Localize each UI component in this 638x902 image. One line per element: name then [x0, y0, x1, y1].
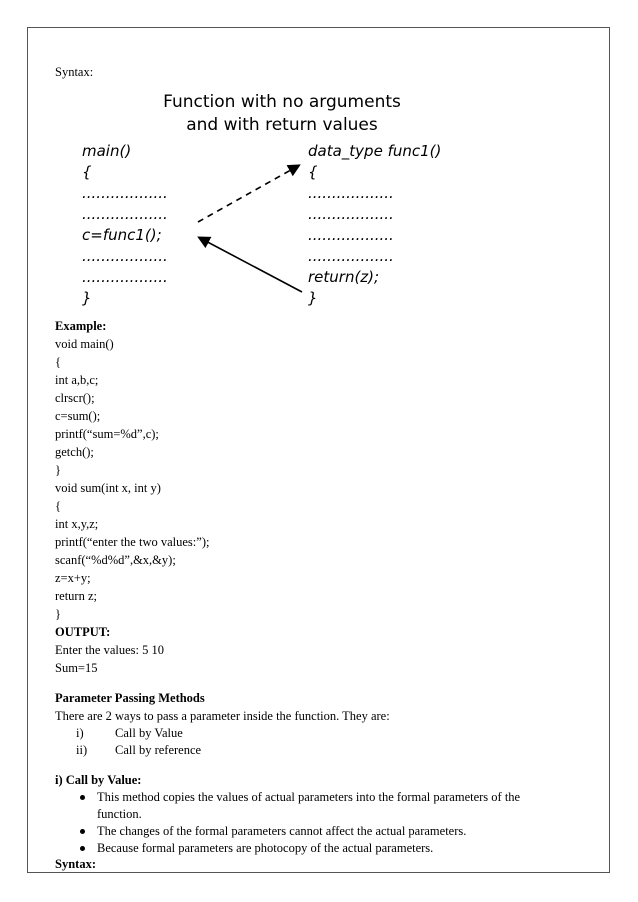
code-line: scanf(“%d%d”,&x,&y);	[55, 553, 176, 567]
code-line: printf(“enter the two values:”);	[55, 535, 210, 549]
right-line: ..................	[308, 205, 394, 223]
code-line: }	[55, 607, 61, 621]
left-line: }	[82, 289, 92, 307]
code-line: getch();	[55, 445, 94, 459]
syntax-label: Syntax:	[55, 65, 94, 79]
ppm-item-text: Call by Value	[115, 726, 183, 740]
left-line: main()	[82, 142, 132, 160]
call-arrow-dashed	[198, 166, 298, 222]
left-line: ..................	[82, 268, 168, 286]
diagram-title-line2: and with return values	[186, 115, 378, 135]
right-line: ..................	[308, 226, 394, 244]
output-line: Sum=15	[55, 661, 98, 675]
cbv-bullet-2: The changes of the formal parameters cannot affect the actual parameters.	[97, 824, 467, 838]
bullet-dot	[80, 829, 85, 834]
example-heading: Example:	[55, 319, 107, 333]
left-line: ..................	[82, 184, 168, 202]
return-arrow-solid	[200, 238, 302, 292]
code-line: clrscr();	[55, 391, 95, 405]
output-line: Enter the values: 5 10	[55, 643, 164, 657]
left-code-block	[82, 142, 168, 307]
ppm-item-num: ii)	[76, 743, 88, 757]
left-line: {	[82, 163, 92, 181]
syntax-label-2: Syntax:	[55, 857, 96, 871]
cbv-bullet-1: This method copies the values of actual parameters into the formal parameters of the	[97, 790, 521, 804]
code-line: c=sum();	[55, 409, 101, 423]
ppm-item-text: Call by reference	[115, 743, 202, 757]
right-line: ..................	[308, 247, 394, 265]
output-heading: OUTPUT:	[55, 625, 111, 639]
code-line: int a,b,c;	[55, 373, 99, 387]
bullet-dot	[80, 846, 85, 851]
code-line: z=x+y;	[55, 571, 91, 585]
left-line: c=func1();	[82, 226, 162, 244]
right-line: return(z);	[308, 268, 380, 286]
code-line: {	[55, 355, 61, 369]
right-line: data_type func1()	[308, 142, 442, 160]
ppm-item-num: i)	[76, 726, 84, 740]
right-line: ..................	[308, 184, 394, 202]
code-line: return z;	[55, 589, 97, 603]
code-line: }	[55, 463, 61, 477]
left-line: ..................	[82, 205, 168, 223]
code-line: void main()	[55, 337, 114, 351]
right-line: {	[308, 163, 318, 181]
ppm-intro: There are 2 ways to pass a parameter inside the function. They are:	[55, 709, 390, 723]
cbv-heading: i) Call by Value:	[55, 773, 142, 787]
right-line: }	[308, 289, 318, 307]
code-line: int x,y,z;	[55, 517, 99, 531]
diagram-title-line1: Function with no arguments	[163, 92, 401, 112]
bullet-dot	[80, 795, 85, 800]
right-code-block	[308, 142, 441, 307]
code-line: {	[55, 499, 61, 513]
left-line: ..................	[82, 247, 168, 265]
code-line: printf(“sum=%d”,c);	[55, 427, 159, 441]
code-line: void sum(int x, int y)	[55, 481, 161, 495]
ppm-heading: Parameter Passing Methods	[55, 691, 205, 705]
function-diagram	[40, 80, 600, 320]
cbv-bullet-1-cont: function.	[97, 807, 142, 821]
cbv-bullet-3: Because formal parameters are photocopy of the actual parameters.	[97, 841, 434, 855]
